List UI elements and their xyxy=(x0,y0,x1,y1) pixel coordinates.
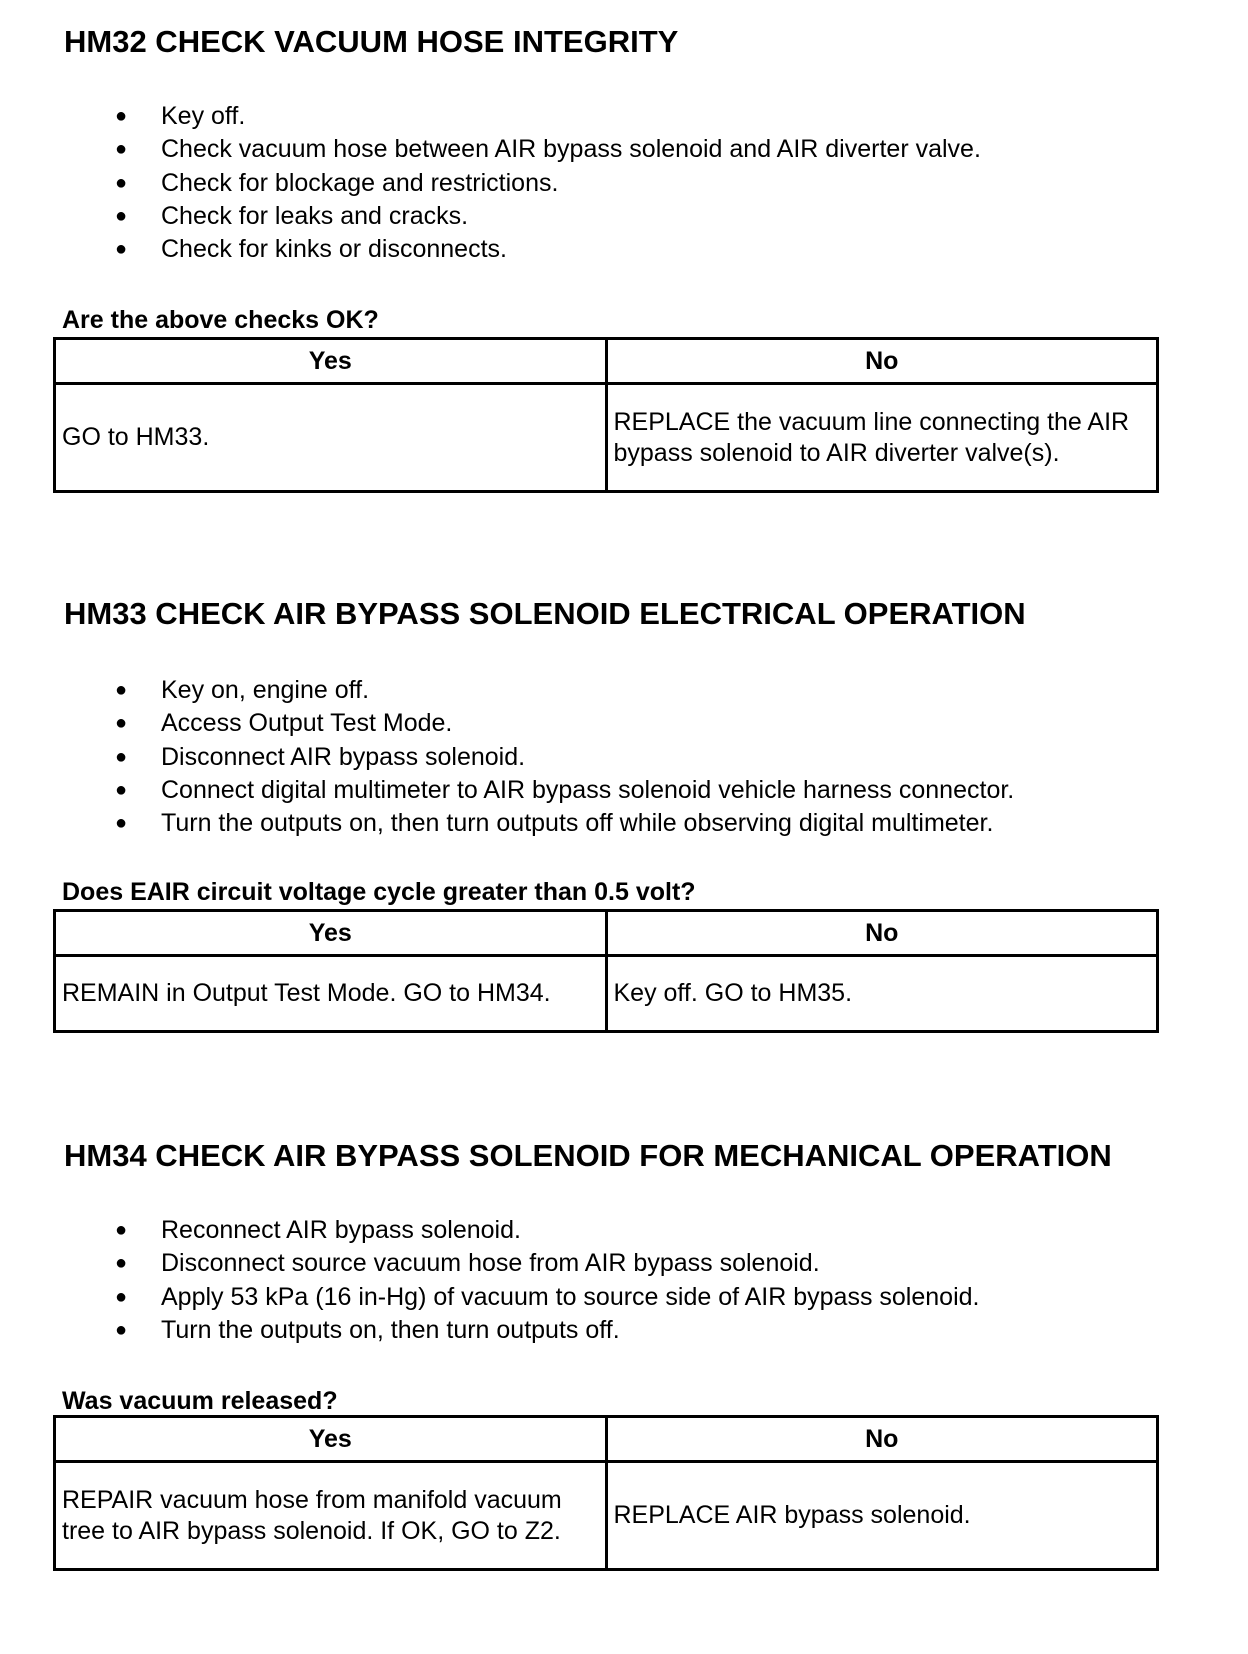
result-table-hm33 xyxy=(53,909,1159,1033)
bullet-icon: ● xyxy=(115,171,128,194)
list-item: ● Key off. xyxy=(0,100,981,133)
bullet-icon: ● xyxy=(115,138,128,161)
steps-list-hm34 xyxy=(0,1214,979,1347)
list-item: ● Key on, engine off. xyxy=(0,674,1014,707)
yes-header: Yes xyxy=(55,911,607,956)
bullet-icon: ● xyxy=(115,1219,128,1241)
list-item: ● Check for blockage and restrictions. xyxy=(0,167,981,200)
bullet-icon: ● xyxy=(115,812,128,835)
list-item: ● Check for kinks or disconnects. xyxy=(0,233,981,266)
no-header: No xyxy=(606,911,1158,956)
list-item: ● Check vacuum hose between AIR bypass solenoid and AIR diverter valve. xyxy=(0,133,981,166)
no-header: No xyxy=(606,339,1158,384)
no-action: REPLACE AIR bypass solenoid. xyxy=(606,1462,1158,1570)
section-title-hm34: HM34 CHECK AIR BYPASS SOLENOID FOR MECHANICAL OPERATION xyxy=(64,1138,1112,1173)
question-hm33: Does EAIR circuit voltage cycle greater than 0.5 volt? xyxy=(62,878,696,906)
no-action: REPLACE the vacuum line connecting the AIR bypass solenoid to AIR diverter valve(s). xyxy=(606,384,1158,492)
bullet-icon: ● xyxy=(115,712,128,735)
yes-action: REMAIN in Output Test Mode. GO to HM34. xyxy=(55,956,607,1032)
list-item: ● Check for leaks and cracks. xyxy=(0,200,981,233)
list-item: ● Turn the outputs on, then turn outputs off. xyxy=(0,1314,979,1347)
bullet-icon: ● xyxy=(115,778,128,801)
result-table-hm32 xyxy=(53,337,1159,493)
question-hm34: Was vacuum released? xyxy=(62,1387,338,1415)
section-title-hm33: HM33 CHECK AIR BYPASS SOLENOID ELECTRICAL OPERATION xyxy=(64,596,1026,631)
no-header: No xyxy=(606,1417,1158,1462)
yes-action: GO to HM33. xyxy=(55,384,607,492)
question-hm32: Are the above checks OK? xyxy=(62,306,379,334)
yes-header: Yes xyxy=(55,339,607,384)
yes-action: REPAIR vacuum hose from manifold vacuum tree to AIR bypass solenoid. If OK, GO to Z2. xyxy=(55,1462,607,1570)
list-item: ● Connect digital multimeter to AIR bypass solenoid vehicle harness connector. xyxy=(0,774,1014,807)
list-item: ● Apply 53 kPa (16 in-Hg) of vacuum to source side of AIR bypass solenoid. xyxy=(0,1281,979,1314)
section-title-hm32: HM32 CHECK VACUUM HOSE INTEGRITY xyxy=(64,24,679,59)
yes-header: Yes xyxy=(55,1417,607,1462)
bullet-icon: ● xyxy=(115,105,128,127)
no-action: Key off. GO to HM35. xyxy=(606,956,1158,1032)
bullet-icon: ● xyxy=(115,679,128,701)
list-item: ● Turn the outputs on, then turn outputs off while observing digital multimeter. xyxy=(0,807,1014,840)
steps-list-hm32 xyxy=(0,100,981,266)
bullet-icon: ● xyxy=(115,1252,128,1275)
list-item: ● Reconnect AIR bypass solenoid. xyxy=(0,1214,979,1247)
result-table-hm34 xyxy=(53,1415,1159,1571)
list-item: ● Access Output Test Mode. xyxy=(0,707,1014,740)
bullet-icon: ● xyxy=(115,204,128,227)
steps-list-hm33 xyxy=(0,674,1014,840)
list-item: ● Disconnect AIR bypass solenoid. xyxy=(0,741,1014,774)
bullet-icon: ● xyxy=(115,238,128,261)
bullet-icon: ● xyxy=(115,1318,128,1341)
list-item: ● Disconnect source vacuum hose from AIR bypass solenoid. xyxy=(0,1247,979,1280)
bullet-icon: ● xyxy=(115,745,128,768)
bullet-icon: ● xyxy=(115,1285,128,1308)
